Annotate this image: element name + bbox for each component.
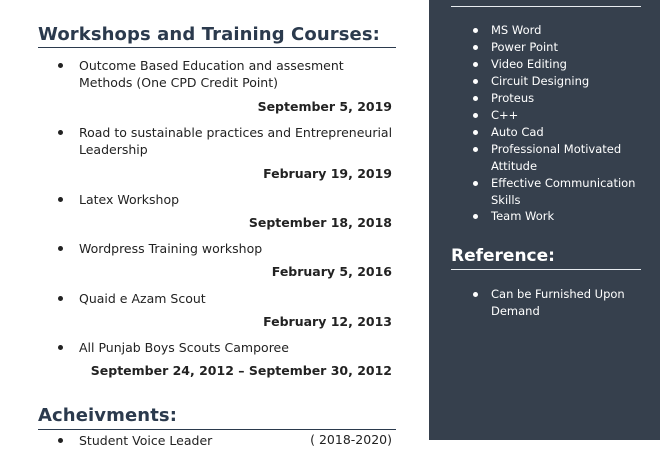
bullet-icon bbox=[58, 197, 63, 202]
workshop-title: Wordpress Training workshop bbox=[79, 241, 263, 256]
bullet-icon bbox=[473, 147, 478, 152]
workshops-divider bbox=[38, 47, 396, 48]
skills-divider bbox=[451, 6, 641, 7]
skill-label: C++ bbox=[491, 108, 519, 122]
reference-text: Can be Furnished Upon Demand bbox=[491, 287, 625, 318]
workshop-title: Road to sustainable practices and Entrepreneurial Leadership bbox=[79, 125, 393, 157]
bullet-icon bbox=[473, 45, 478, 50]
achievement-date: ( 2018-2020) bbox=[310, 432, 392, 447]
workshop-title: Latex Workshop bbox=[79, 192, 180, 207]
skill-label: Video Editing bbox=[491, 57, 567, 71]
bullet-icon bbox=[473, 96, 478, 101]
bullet-icon bbox=[473, 292, 478, 297]
achievement-title: Student Voice Leader bbox=[79, 433, 213, 448]
workshop-title: All Punjab Boys Scouts Camporee bbox=[79, 340, 289, 355]
bullet-icon bbox=[473, 28, 478, 33]
bullet-icon bbox=[473, 113, 478, 118]
bullet-icon bbox=[473, 214, 478, 219]
achievements-heading: Acheivments: bbox=[38, 405, 178, 426]
bullet-icon bbox=[58, 63, 63, 68]
bullet-icon bbox=[473, 181, 478, 186]
bullet-icon bbox=[473, 62, 478, 67]
sidebar bbox=[429, 0, 660, 440]
workshop-title: Quaid e Azam Scout bbox=[79, 291, 206, 306]
skill-label: Circuit Designing bbox=[491, 74, 590, 88]
workshop-date: February 12, 2013 bbox=[263, 314, 392, 329]
workshop-date: February 5, 2016 bbox=[271, 264, 392, 279]
skill-label: MS Word bbox=[491, 23, 542, 37]
reference-heading: Reference: bbox=[451, 246, 555, 266]
workshops-heading: Workshops and Training Courses: bbox=[38, 24, 380, 45]
bullet-icon bbox=[473, 130, 478, 135]
workshop-date: September 18, 2018 bbox=[248, 215, 392, 230]
bullet-icon bbox=[58, 345, 63, 350]
main-column bbox=[38, 0, 398, 448]
skill-label: Auto Cad bbox=[491, 125, 544, 139]
workshop-date: September 24, 2012 – September 30, 2012 bbox=[90, 363, 392, 378]
skill-label: Power Point bbox=[491, 40, 558, 54]
bullet-icon bbox=[58, 438, 63, 443]
bullet-icon bbox=[58, 130, 63, 135]
skill-label: Professional Motivated Attitude bbox=[491, 142, 622, 173]
workshop-title: Outcome Based Education and assesment Methods (One CPD Credit Point) bbox=[79, 58, 344, 90]
bullet-icon bbox=[473, 79, 478, 84]
bullet-icon bbox=[58, 246, 63, 251]
achievements-divider bbox=[38, 429, 396, 430]
workshop-date: February 19, 2019 bbox=[263, 166, 392, 181]
bullet-icon bbox=[58, 296, 63, 301]
skill-label: Proteus bbox=[491, 91, 535, 105]
workshop-date: September 5, 2019 bbox=[257, 99, 392, 114]
skill-label: Team Work bbox=[491, 209, 555, 223]
skill-label: Effective Communication Skills bbox=[491, 176, 636, 207]
reference-divider bbox=[451, 269, 641, 270]
